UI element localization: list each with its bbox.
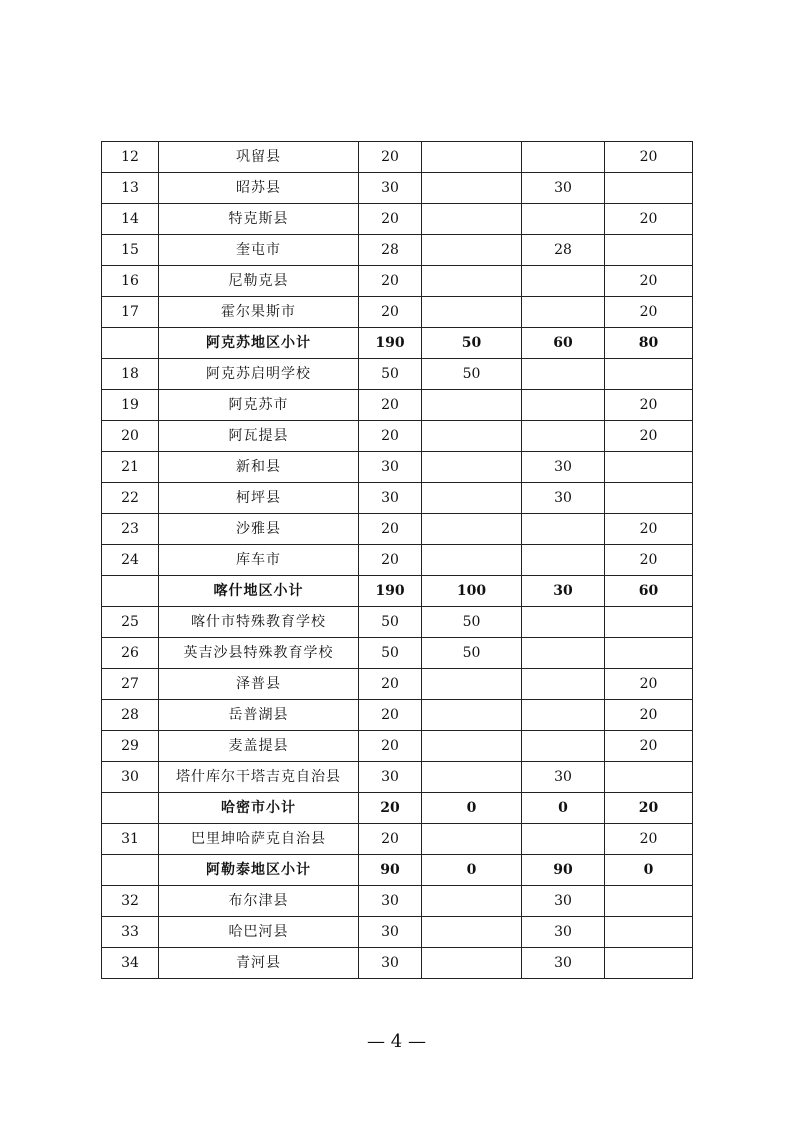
- region-name-cell: 麦盖提县: [159, 731, 359, 762]
- col1-cell: [422, 669, 522, 700]
- region-name-cell: 喀什市特殊教育学校: [159, 607, 359, 638]
- col2-cell: 30: [522, 483, 605, 514]
- total-cell: 30: [359, 917, 422, 948]
- row-number-cell: [102, 328, 159, 359]
- col2-cell: [522, 638, 605, 669]
- col1-cell: [422, 173, 522, 204]
- total-cell: 50: [359, 359, 422, 390]
- region-name-cell: 阿勒泰地区小计: [159, 855, 359, 886]
- col3-cell: [605, 762, 693, 793]
- col2-cell: 30: [522, 173, 605, 204]
- row-number-cell: 16: [102, 266, 159, 297]
- total-cell: 50: [359, 607, 422, 638]
- col3-cell: [605, 483, 693, 514]
- row-number-cell: 30: [102, 762, 159, 793]
- col3-cell: 20: [605, 266, 693, 297]
- table-row: [102, 452, 693, 483]
- row-number-cell: 13: [102, 173, 159, 204]
- total-cell: 20: [359, 142, 422, 173]
- col1-cell: [422, 235, 522, 266]
- table-row: [102, 669, 693, 700]
- col1-cell: [422, 142, 522, 173]
- col1-cell: [422, 731, 522, 762]
- page-number: — 4 —: [367, 1031, 426, 1052]
- col1-cell: 50: [422, 638, 522, 669]
- col2-cell: 30: [522, 886, 605, 917]
- row-number-cell: 31: [102, 824, 159, 855]
- row-number-cell: [102, 855, 159, 886]
- col3-cell: 20: [605, 514, 693, 545]
- region-name-cell: 柯坪县: [159, 483, 359, 514]
- col1-cell: [422, 421, 522, 452]
- col1-cell: 0: [422, 855, 522, 886]
- col3-cell: [605, 359, 693, 390]
- col2-cell: [522, 700, 605, 731]
- col1-cell: [422, 948, 522, 979]
- row-number-cell: 12: [102, 142, 159, 173]
- region-name-cell: 岳普湖县: [159, 700, 359, 731]
- row-number-cell: 25: [102, 607, 159, 638]
- col3-cell: [605, 917, 693, 948]
- total-cell: 20: [359, 266, 422, 297]
- region-name-cell: 哈巴河县: [159, 917, 359, 948]
- total-cell: 20: [359, 824, 422, 855]
- col1-cell: [422, 824, 522, 855]
- region-name-cell: 昭苏县: [159, 173, 359, 204]
- col1-cell: [422, 917, 522, 948]
- row-number-cell: 19: [102, 390, 159, 421]
- col3-cell: 20: [605, 204, 693, 235]
- col2-cell: [522, 204, 605, 235]
- col2-cell: [522, 142, 605, 173]
- table-row: [102, 824, 693, 855]
- col1-cell: [422, 204, 522, 235]
- col1-cell: [422, 390, 522, 421]
- region-name-cell: 哈密市小计: [159, 793, 359, 824]
- region-name-cell: 阿瓦提县: [159, 421, 359, 452]
- total-cell: 28: [359, 235, 422, 266]
- table-row: [102, 235, 693, 266]
- table-row: [102, 266, 693, 297]
- table-row: [102, 514, 693, 545]
- row-number-cell: 33: [102, 917, 159, 948]
- region-name-cell: 库车市: [159, 545, 359, 576]
- col2-cell: [522, 266, 605, 297]
- row-number-cell: 15: [102, 235, 159, 266]
- region-name-cell: 布尔津县: [159, 886, 359, 917]
- total-cell: 30: [359, 452, 422, 483]
- total-cell: 20: [359, 390, 422, 421]
- allocation-table: [101, 141, 693, 979]
- row-number-cell: [102, 576, 159, 607]
- table-row: [102, 390, 693, 421]
- col2-cell: 30: [522, 917, 605, 948]
- col3-cell: [605, 607, 693, 638]
- table-row: [102, 421, 693, 452]
- total-cell: 20: [359, 731, 422, 762]
- col2-cell: [522, 607, 605, 638]
- region-name-cell: 奎屯市: [159, 235, 359, 266]
- table-row: [102, 886, 693, 917]
- subtotal-row: [102, 793, 693, 824]
- col1-cell: [422, 452, 522, 483]
- table-row: [102, 638, 693, 669]
- region-name-cell: 英吉沙县特殊教育学校: [159, 638, 359, 669]
- col2-cell: 28: [522, 235, 605, 266]
- col3-cell: 20: [605, 669, 693, 700]
- table-row: [102, 204, 693, 235]
- table-row: [102, 762, 693, 793]
- col2-cell: [522, 359, 605, 390]
- table-row: [102, 917, 693, 948]
- table-row: [102, 359, 693, 390]
- row-number-cell: 27: [102, 669, 159, 700]
- col2-cell: [522, 669, 605, 700]
- col2-cell: [522, 731, 605, 762]
- col2-cell: [522, 824, 605, 855]
- total-cell: 20: [359, 669, 422, 700]
- col3-cell: 80: [605, 328, 693, 359]
- col2-cell: 60: [522, 328, 605, 359]
- col3-cell: [605, 452, 693, 483]
- region-name-cell: 阿克苏启明学校: [159, 359, 359, 390]
- col1-cell: 50: [422, 607, 522, 638]
- row-number-cell: 32: [102, 886, 159, 917]
- row-number-cell: 17: [102, 297, 159, 328]
- total-cell: 90: [359, 855, 422, 886]
- total-cell: 20: [359, 545, 422, 576]
- col1-cell: [422, 886, 522, 917]
- region-name-cell: 阿克苏地区小计: [159, 328, 359, 359]
- table-row: [102, 142, 693, 173]
- col3-cell: 0: [605, 855, 693, 886]
- row-number-cell: 21: [102, 452, 159, 483]
- table-row: [102, 700, 693, 731]
- table-row: [102, 948, 693, 979]
- col2-cell: 30: [522, 948, 605, 979]
- row-number-cell: 29: [102, 731, 159, 762]
- col1-cell: [422, 297, 522, 328]
- table-body: [102, 142, 693, 979]
- col2-cell: [522, 297, 605, 328]
- col1-cell: [422, 483, 522, 514]
- region-name-cell: 霍尔果斯市: [159, 297, 359, 328]
- col1-cell: 50: [422, 328, 522, 359]
- row-number-cell: 26: [102, 638, 159, 669]
- total-cell: 20: [359, 421, 422, 452]
- col1-cell: [422, 266, 522, 297]
- col3-cell: 20: [605, 793, 693, 824]
- col3-cell: 20: [605, 700, 693, 731]
- row-number-cell: 23: [102, 514, 159, 545]
- total-cell: 30: [359, 483, 422, 514]
- table-row: [102, 545, 693, 576]
- row-number-cell: 34: [102, 948, 159, 979]
- col2-cell: 30: [522, 576, 605, 607]
- total-cell: 30: [359, 173, 422, 204]
- col3-cell: 20: [605, 297, 693, 328]
- col2-cell: [522, 514, 605, 545]
- total-cell: 50: [359, 638, 422, 669]
- col2-cell: 30: [522, 762, 605, 793]
- col1-cell: [422, 545, 522, 576]
- row-number-cell: 24: [102, 545, 159, 576]
- table-row: [102, 483, 693, 514]
- row-number-cell: 28: [102, 700, 159, 731]
- region-name-cell: 巴里坤哈萨克自治县: [159, 824, 359, 855]
- col3-cell: 60: [605, 576, 693, 607]
- col1-cell: 0: [422, 793, 522, 824]
- col3-cell: 20: [605, 824, 693, 855]
- col1-cell: [422, 762, 522, 793]
- col2-cell: [522, 421, 605, 452]
- subtotal-row: [102, 855, 693, 886]
- col3-cell: 20: [605, 545, 693, 576]
- col1-cell: 100: [422, 576, 522, 607]
- total-cell: 30: [359, 762, 422, 793]
- col3-cell: [605, 948, 693, 979]
- row-number-cell: [102, 793, 159, 824]
- region-name-cell: 阿克苏市: [159, 390, 359, 421]
- total-cell: 20: [359, 204, 422, 235]
- table-row: [102, 731, 693, 762]
- region-name-cell: 喀什地区小计: [159, 576, 359, 607]
- col2-cell: 90: [522, 855, 605, 886]
- col2-cell: [522, 545, 605, 576]
- subtotal-row: [102, 576, 693, 607]
- col3-cell: 20: [605, 142, 693, 173]
- total-cell: 20: [359, 297, 422, 328]
- col3-cell: [605, 886, 693, 917]
- total-cell: 190: [359, 576, 422, 607]
- total-cell: 20: [359, 514, 422, 545]
- col3-cell: 20: [605, 731, 693, 762]
- total-cell: 30: [359, 886, 422, 917]
- row-number-cell: 20: [102, 421, 159, 452]
- col3-cell: [605, 173, 693, 204]
- region-name-cell: 沙雅县: [159, 514, 359, 545]
- col2-cell: [522, 390, 605, 421]
- region-name-cell: 泽普县: [159, 669, 359, 700]
- region-name-cell: 尼勒克县: [159, 266, 359, 297]
- total-cell: 20: [359, 793, 422, 824]
- col3-cell: [605, 638, 693, 669]
- region-name-cell: 新和县: [159, 452, 359, 483]
- row-number-cell: 18: [102, 359, 159, 390]
- row-number-cell: 22: [102, 483, 159, 514]
- total-cell: 190: [359, 328, 422, 359]
- col2-cell: 30: [522, 452, 605, 483]
- subtotal-row: [102, 328, 693, 359]
- region-name-cell: 巩留县: [159, 142, 359, 173]
- table-row: [102, 607, 693, 638]
- col1-cell: 50: [422, 359, 522, 390]
- region-name-cell: 塔什库尔干塔吉克自治县: [159, 762, 359, 793]
- table-row: [102, 173, 693, 204]
- col3-cell: [605, 235, 693, 266]
- row-number-cell: 14: [102, 204, 159, 235]
- col3-cell: 20: [605, 390, 693, 421]
- col1-cell: [422, 700, 522, 731]
- col1-cell: [422, 514, 522, 545]
- total-cell: 30: [359, 948, 422, 979]
- table-row: [102, 297, 693, 328]
- col3-cell: 20: [605, 421, 693, 452]
- region-name-cell: 特克斯县: [159, 204, 359, 235]
- total-cell: 20: [359, 700, 422, 731]
- region-name-cell: 青河县: [159, 948, 359, 979]
- col2-cell: 0: [522, 793, 605, 824]
